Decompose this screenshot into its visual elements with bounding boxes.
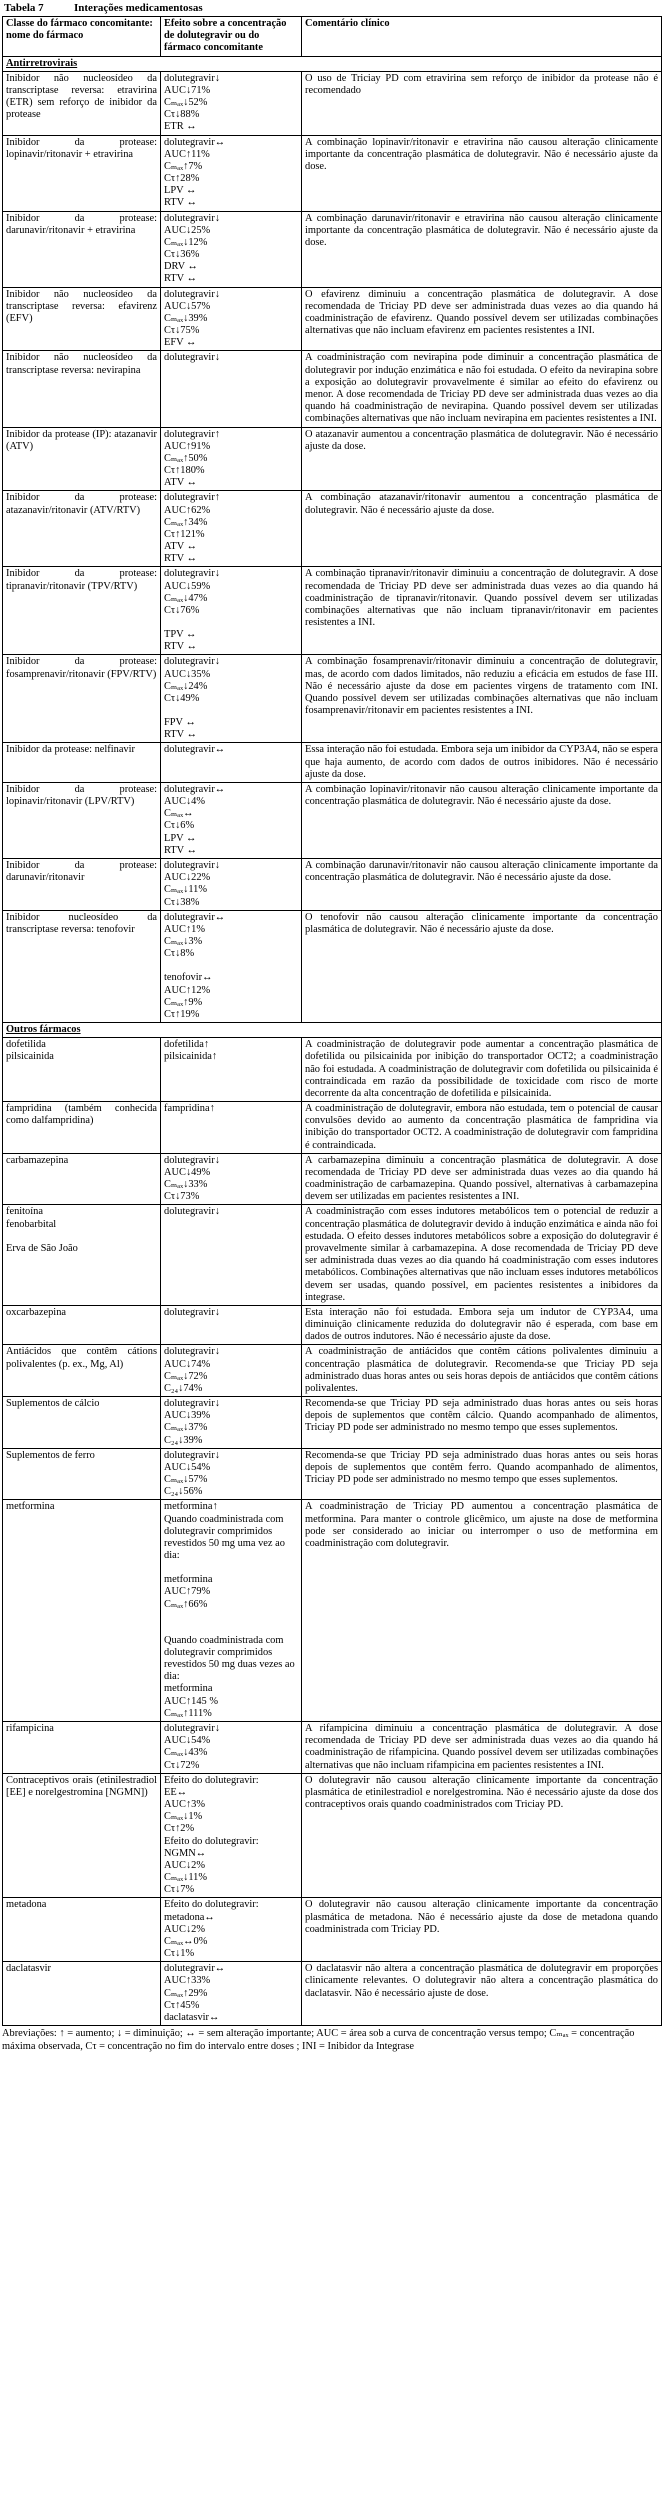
effect-line: Cₘₐₓ↑29% — [164, 1987, 208, 1999]
clinical-comment-cell: O atazanavir aumentou a concentração plasmática de dolutegravir. Não é necessário ajuste da dose. — [302, 427, 662, 491]
effect-line: Efeito do dolutegravir: — [164, 1899, 259, 1911]
table-row — [3, 910, 662, 1022]
effect-line: AUC↓2% — [164, 1923, 205, 1935]
effect-line: AUC↓4% — [164, 796, 205, 808]
effect-line: Cₘₐₓ↓1% — [164, 1811, 203, 1823]
effect-line: pilsicainida↑ — [164, 1051, 218, 1063]
effect-line: Cτ↑2% — [164, 1823, 195, 1835]
effect-line: ETR ↔ — [164, 121, 197, 133]
effect-cell — [161, 1205, 302, 1305]
effect-spacer — [164, 617, 298, 629]
effect-line: Cₘₐₓ↑66% — [164, 1598, 208, 1610]
effect-line: dolutegravir↓ — [164, 1154, 220, 1166]
effect-cell — [161, 859, 302, 911]
effect-line: Cτ↓73% — [164, 1191, 200, 1203]
effect-line: dolutegravir↑ — [164, 492, 220, 504]
effect-line: Cₘₐₓ↑50% — [164, 452, 208, 464]
table-row — [3, 211, 662, 287]
effect-line: AUC↓74% — [164, 1358, 211, 1370]
drug-name-cell: fampridina (também conhecida como dalfampridina) — [3, 1102, 161, 1154]
clinical-comment-cell: O dolutegravir não causou alteração clinicamente importante da concentração plasmática de etinilestradiol e norelgestromina. Não é necessário ajuste da dose dos contraceptivos orais quando coadministrados com Triciay PD. — [302, 1773, 662, 1898]
effect-line: C₂₄↓39% — [164, 1434, 203, 1446]
drug-name-cell: Inibidor da protease: atazanavir/ritonavir (ATV/RTV) — [3, 491, 161, 567]
effect-line: tenofovir↔ — [164, 972, 213, 984]
effect-line: Cₘₐₓ↔ — [164, 808, 194, 820]
effect-line: Cτ↓6% — [164, 820, 195, 832]
effect-cell — [161, 1153, 302, 1205]
effect-line: dolutegravir↔ — [164, 136, 226, 148]
effect-line: dolutegravir↓ — [164, 568, 220, 580]
clinical-comment-cell: Recomenda-se que Triciay PD seja administrado duas horas antes ou seis horas depois de suplementos que contêm cálcio. Quando acompanhado de alimentos, Triciay PD pode ser administrado no mesmo tempo que esses suplementos. — [302, 1397, 662, 1449]
drug-name-cell: Inibidor não nucleosídeo da transcriptase reversa: etravirina (ETR) sem reforço de inibidor da protease — [3, 71, 161, 135]
effect-spacer — [164, 1623, 298, 1635]
effect-line: Cτ↓49% — [164, 692, 200, 704]
effect-line: AUC↓22% — [164, 872, 211, 884]
table-row — [3, 1205, 662, 1305]
table-row — [3, 1898, 662, 1962]
table-row — [3, 351, 662, 427]
drug-name-cell: Suplementos de cálcio — [3, 1397, 161, 1449]
clinical-comment-cell: O daclatasvir não altera a concentração plasmática de dolutegravir em proporções clinicamente relevantes. O dolutegravir não altera a concentração plasmática do daclatasvir. Não é necessário ajuste de dose. — [302, 1962, 662, 2026]
table-row — [3, 71, 662, 135]
clinical-comment-cell: A combinação fosamprenavir/ritonavir diminuiu a concentração de dolutegravir, mas, de acordo com dados limitados, não reduziu a eficácia em estudos de fase III. Não é necessário ajuste da dose em pacientes virgens de tratamento com INI. Quando possível devem ser utilizadas combinações alternativas que não incluam fosamprenavir/ritonavir em pacientes resistentes a INI. — [302, 655, 662, 743]
table-caption — [4, 2, 662, 14]
effect-line: Cτ↓8% — [164, 948, 195, 960]
effect-line: Quando coadministrada com dolutegravir comprimidos revestidos 50 mg uma vez ao dia: — [164, 1513, 285, 1562]
section-header-row — [3, 56, 662, 71]
effect-line: Cτ↑28% — [164, 173, 200, 185]
effect-line: Cₘₐₓ↓72% — [164, 1370, 208, 1382]
clinical-comment-cell: A combinação tipranavir/ritonavir diminuiu a concentração de dolutegravir. A dose recomendada de Triciay PD deve ser administrada duas vezes ao dia quando há coadministração de tipranavir/ritonavir. Quando possível devem ser utilizadas combinações alternativas que não incluam tipranavir/ritonavir em pacientes resistentes a INI. — [302, 567, 662, 655]
header-drug-class: Classe do fármaco concomitante: nome do fármaco — [3, 17, 161, 57]
table-row — [3, 1962, 662, 2026]
effect-line: RTV ↔ — [164, 197, 197, 209]
effect-cell — [161, 1102, 302, 1154]
effect-line: AUC↓57% — [164, 300, 211, 312]
clinical-comment-cell: A combinação darunavir/ritonavir não causou alteração clinicamente importante da concentração plasmática de dolutegravir. Não é necessário ajuste da dose. — [302, 859, 662, 911]
drug-name-cell: Contraceptivos orais (etinilestradiol [EE] e norelgestromina [NGMN]) — [3, 1773, 161, 1898]
clinical-comment-cell: A coadministração de dolutegravir, embora não estudada, tem o potencial de causar convulsões devido ao aumento da concentração plasmática de fampridina via inibição do transportador OCT2. A coadministração de dolutegravir com fampridina é contraindicada. — [302, 1102, 662, 1154]
effect-line: AUC↑12% — [164, 984, 211, 996]
effect-cell — [161, 427, 302, 491]
table-title: Interações medicamentosas — [74, 2, 203, 14]
effect-line: AUC↑1% — [164, 923, 205, 935]
drug-name-cell: metformina — [3, 1500, 161, 1722]
clinical-comment-cell: A coadministração com nevirapina pode diminuir a concentração plasmática de dolutegravir por indução enzimática e não foi estudada. O efeito da nevirapina sobre a exposição ao dolutegravir provavelmente é similar ao efeito do efavirenz ou menor. A dose recomendada de Triciay PD deve ser administrada duas vezes ao dia quando há coadministração de nevirapina. Quando possível devem ser utilizadas combinações alternativas que não incluam nevirapina em pacientes resistentes a INI. — [302, 351, 662, 427]
table-row — [3, 427, 662, 491]
clinical-comment-cell: A combinação lopinavir/ritonavir e etravirina não causou alteração clinicamente importante da concentração plasmática de dolutegravir. Não é necessário ajuste da dose. — [302, 135, 662, 211]
table-row — [3, 1500, 662, 1722]
effect-line: AUC↑3% — [164, 1799, 205, 1811]
effect-line: ATV ↔ — [164, 477, 198, 489]
clinical-comment-cell: A carbamazepina diminuiu a concentração plasmática de dolutegravir. A dose recomendada de Triciay PD deve ser administrada duas vezes ao dia quando há coadministração de carbamazepina. Quando possível, alternativas à carbamazepina devem ser utilizadas em pacientes resistentes a INI. — [302, 1153, 662, 1205]
effect-line: AUC↓49% — [164, 1166, 211, 1178]
effect-spacer — [164, 960, 298, 972]
table-row — [3, 1038, 662, 1102]
effect-line: Cτ↑121% — [164, 528, 205, 540]
effect-line: daclatasvir↔ — [164, 2011, 220, 2023]
effect-line: Cₘₐₓ↓37% — [164, 1422, 208, 1434]
effect-line: Cτ↓7% — [164, 1884, 195, 1896]
effect-line: AUC↑79% — [164, 1586, 211, 1598]
drug-name-cell: Inibidor nucleosídeo da transcriptase reversa: tenofovir — [3, 910, 161, 1022]
effect-line: fampridina↑ — [164, 1103, 215, 1115]
effect-cell — [161, 351, 302, 427]
effect-cell — [161, 1305, 302, 1345]
effect-line: Cτ↑19% — [164, 1008, 200, 1020]
effect-line: EFV ↔ — [164, 337, 197, 349]
section-title: Outros fármacos — [3, 1023, 662, 1038]
effect-line: AUC↓25% — [164, 224, 211, 236]
effect-line: RTV ↔ — [164, 273, 197, 285]
effect-line: dolutegravir↓ — [164, 1723, 220, 1734]
effect-line: dofetilida↑ — [164, 1039, 210, 1051]
clinical-comment-cell: Recomenda-se que Triciay PD seja administrado duas horas antes ou seis horas depois de suplementos que contêm ferro. Quando acompanhado de alimentos, Triciay PD pode ser administrado no mesmo tempo que esses suplementos. — [302, 1448, 662, 1500]
drug-name-cell: Inibidor da protease: darunavir/ritonavir + etravirina — [3, 211, 161, 287]
effect-line: TPV ↔ — [164, 629, 197, 641]
effect-cell — [161, 1500, 302, 1722]
effect-cell — [161, 782, 302, 858]
effect-line: Efeito do dolutegravir: — [164, 1835, 259, 1847]
effect-line: dolutegravir↓ — [164, 1306, 220, 1318]
effect-line: Cₘₐₓ↓24% — [164, 680, 208, 692]
effect-line: dolutegravir↓ — [164, 860, 220, 871]
effect-cell — [161, 1773, 302, 1898]
table-row — [3, 1345, 662, 1397]
effect-line: dolutegravir↓ — [164, 72, 220, 84]
effect-line: dolutegravir↓ — [164, 1449, 220, 1461]
header-clinical-comment: Comentário clínico — [302, 17, 662, 57]
table-row — [3, 1153, 662, 1205]
effect-spacer — [164, 705, 298, 717]
table-row — [3, 743, 662, 783]
drug-name-cell: Antiácidos que contêm cátions polivalentes (p. ex., Mg, Al) — [3, 1345, 161, 1397]
effect-line: Cₘₐₓ↓52% — [164, 97, 208, 109]
drug-name-cell: Inibidor da protease (IP): atazanavir (ATV) — [3, 427, 161, 491]
effect-line: Cₘₐₓ↓11% — [164, 884, 208, 896]
drug-name-cell: Inibidor da protease: tipranavir/ritonavir (TPV/RTV) — [3, 567, 161, 655]
effect-cell — [161, 491, 302, 567]
table-row — [3, 782, 662, 858]
drug-name-cell: rifampicina — [3, 1722, 161, 1774]
effect-line: Cₘₐₓ↓3% — [164, 936, 203, 948]
effect-line: dolutegravir↔ — [164, 744, 226, 756]
effect-cell — [161, 1038, 302, 1102]
effect-line: LPV ↔ — [164, 832, 197, 844]
effect-line: Cₘₐₓ↑34% — [164, 516, 208, 528]
clinical-comment-cell: Essa interação não foi estudada. Embora seja um inibidor da CYP3A4, não se espera que haja aumento, de acordo com dados de outros inibidores. Não é necessário ajuste da dose. — [302, 743, 662, 783]
effect-line: LPV ↔ — [164, 185, 197, 197]
drug-name-cell: Inibidor da protease: fosamprenavir/ritonavir (FPV/RTV) — [3, 655, 161, 743]
effect-line: Cₘₐₓ↑7% — [164, 160, 203, 172]
effect-line: Cτ↓75% — [164, 325, 200, 337]
effect-line: Cₘₐₓ↓11% — [164, 1872, 208, 1884]
table-row — [3, 1397, 662, 1449]
table-row — [3, 1102, 662, 1154]
effect-line: metformina↑ — [164, 1501, 218, 1513]
table-row — [3, 655, 662, 743]
clinical-comment-cell: A coadministração de antiácidos que contêm cátions polivalentes diminuiu a concentração plasmática de dolutegravir. Recomenda-se que Triciay PD seja administrado duas horas antes ou seis horas depois de antiácidos que contêm cátions polivalentes. — [302, 1345, 662, 1397]
drug-name-cell: Inibidor não nucleosídeo da transcriptase reversa: efavirenz (EFV) — [3, 287, 161, 351]
effect-line: FPV ↔ — [164, 717, 196, 729]
clinical-comment-cell: A combinação atazanavir/ritonavir aumentou a concentração plasmática de dolutegravir. Não é necessário ajuste da dose. — [302, 491, 662, 567]
table-row — [3, 859, 662, 911]
effect-cell — [161, 71, 302, 135]
effect-line: dolutegravir↓ — [164, 1346, 220, 1358]
effect-line: AUC↑62% — [164, 504, 211, 516]
effect-line: dolutegravir↓ — [164, 1398, 220, 1410]
effect-spacer — [164, 1611, 298, 1623]
effect-line: AUC↓54% — [164, 1461, 211, 1473]
effect-line: C₂₄↓56% — [164, 1486, 203, 1498]
section-header-row — [3, 1023, 662, 1038]
effect-line: Cₘₐₓ↑9% — [164, 996, 203, 1008]
effect-cell — [161, 1962, 302, 2026]
effect-line: Cτ↑180% — [164, 465, 205, 477]
effect-line: Cτ↓38% — [164, 896, 200, 908]
effect-line: C₂₄↓74% — [164, 1382, 203, 1394]
effect-cell — [161, 1898, 302, 1962]
effect-line: AUC↓71% — [164, 84, 211, 96]
drug-name-cell: daclatasvir — [3, 1962, 161, 2026]
effect-cell — [161, 567, 302, 655]
effect-line: Cₘₐₓ↓12% — [164, 236, 208, 248]
header-effect: Efeito sobre a concentração de dolutegravir ou do fármaco concomitante — [161, 17, 302, 57]
effect-line: Cτ↓88% — [164, 109, 200, 121]
effect-line: Cτ↓36% — [164, 249, 200, 261]
effect-line: dolutegravir↔ — [164, 783, 226, 795]
effect-line: metformina — [164, 1683, 213, 1695]
effect-line: Cτ↓1% — [164, 1948, 195, 1960]
table-header-row — [3, 17, 662, 57]
effect-line: metadona↔ — [164, 1911, 215, 1923]
effect-cell — [161, 743, 302, 783]
effect-line: AUC↓35% — [164, 668, 211, 680]
effect-line: Quando coadministrada com dolutegravir comprimidos revestidos 50 mg duas vezes ao dia: — [164, 1634, 295, 1683]
effect-line: Cₘₐₓ↑111% — [164, 1707, 212, 1719]
clinical-comment-cell: A coadministração de Triciay PD aumentou a concentração plasmática de metformina. Para manter o controle glicêmico, um ajuste na dose de metformina pode ser considerado ao iniciar ou interromper o uso de metformina em coadministração com dolutegravir. — [302, 1500, 662, 1722]
drug-name-cell: Inibidor da protease: lopinavir/ritonavir (LPV/RTV) — [3, 782, 161, 858]
effect-line: dolutegravir↓ — [164, 1206, 220, 1218]
clinical-comment-cell: A rifampicina diminuiu a concentração plasmática de dolutegravir. A dose recomendada de Triciay PD deve ser administrada duas vezes ao dia quando há coadministração de rifampicina. Quando possível devem ser utilizadas combinações alternativas que não incluam rifampicina em pacientes resistentes a INI. — [302, 1722, 662, 1774]
drug-name-cell: carbamazepina — [3, 1153, 161, 1205]
effect-line: Cₘₐₓ↓47% — [164, 592, 208, 604]
effect-line: dolutegravir↓ — [164, 352, 220, 364]
clinical-comment-cell: O tenofovir não causou alteração clinicamente importante da concentração plasmática de dolutegravir. Não é necessário ajuste da dose. — [302, 910, 662, 1022]
effect-line: metformina — [164, 1574, 213, 1586]
section-title: Antirretrovirais — [3, 56, 662, 71]
effect-line: DRV ↔ — [164, 261, 198, 273]
effect-line: dolutegravir↔ — [164, 1963, 226, 1975]
drug-name-cell: dofetilida pilsicainida — [3, 1038, 161, 1102]
effect-line: Cτ↑45% — [164, 1999, 200, 2011]
drug-name-cell: fenitoína fenobarbital Erva de São João — [3, 1205, 161, 1305]
drug-name-cell: Suplementos de ferro — [3, 1448, 161, 1500]
drug-name-cell: Inibidor não nucleosídeo da transcriptase reversa: nevirapina — [3, 351, 161, 427]
table-row — [3, 1722, 662, 1774]
effect-cell — [161, 135, 302, 211]
effect-line: Cₘₐₓ↔0% — [164, 1935, 208, 1947]
clinical-comment-cell: A coadministração com esses indutores metabólicos tem o potencial de reduzir a concentração plasmática de dolutegravir devido à indução enzimática e ainda não foi estudada. O efeito desses indutores metabólicos sobre a exposição do dolutegravir é provavelmente similar à carbamazepina. A dose recomendada de Triciay PD deve ser administrada duas vezes ao dia quando há coadministração com esses indutores metabólicos. Combinações alternativas que não incluam esses indutores metabólicos devem ser usadas, quando possível, em pacientes resistentes a inibidores da integrase. — [302, 1205, 662, 1305]
effect-line: dolutegravir↓ — [164, 656, 220, 668]
table-row — [3, 567, 662, 655]
drug-name-cell: Inibidor da protease: nelfinavir — [3, 743, 161, 783]
clinical-comment-cell: O dolutegravir não causou alteração clinicamente importante da concentração plasmática de metadona. Não é necessário ajuste da dose de metadona quando coadministrada com Triciay PD. — [302, 1898, 662, 1962]
table-row — [3, 491, 662, 567]
effect-line: Cτ↓76% — [164, 604, 200, 616]
effect-line: AUC↓54% — [164, 1735, 211, 1747]
effect-line: ATV ↔ — [164, 541, 198, 553]
effect-line: dolutegravir↓ — [164, 288, 220, 300]
effect-line: AUC↓2% — [164, 1859, 205, 1871]
clinical-comment-cell: A combinação lopinavir/ritonavir não causou alteração clinicamente importante da concentração plasmática de dolutegravir. Não é necessário ajuste da dose. — [302, 782, 662, 858]
effect-cell — [161, 1397, 302, 1449]
table-body — [3, 56, 662, 2026]
clinical-comment-cell: O uso de Triciay PD com etravirina sem reforço de inibidor da protease não é recomendado — [302, 71, 662, 135]
effect-line: AUC↓39% — [164, 1410, 211, 1422]
drug-name-cell: Inibidor da protease: lopinavir/ritonavir + etravirina — [3, 135, 161, 211]
table-row — [3, 1773, 662, 1898]
effect-line: dolutegravir↔ — [164, 911, 226, 923]
table-row — [3, 1448, 662, 1500]
effect-line: Efeito do dolutegravir: — [164, 1774, 259, 1786]
interactions-table — [2, 16, 662, 2026]
effect-line: AUC↑11% — [164, 148, 210, 160]
effect-line: Cₘₐₓ↓57% — [164, 1474, 208, 1486]
clinical-comment-cell: Esta interação não foi estudada. Embora seja um indutor de CYP3A4, uma diminuição clinicamente reduzida do dolutegravir não é esperada, com base em dados de outros indutores. Não é necessário ajuste da dose. — [302, 1305, 662, 1345]
clinical-comment-cell: A coadministração de dolutegravir pode aumentar a concentração plasmática de dofetilida ou pilsicainida por inibição do transportador OCT2; a coadministração não foi estudada. A coadministração de dolutegravir com dofetilida ou pilsicainida é contraindicada em razão da possibilidade de toxicidade com risco de morte decorrente da alta concentração de dofetilida e pilsicainida. — [302, 1038, 662, 1102]
effect-line: RTV ↔ — [164, 844, 197, 856]
effect-cell — [161, 655, 302, 743]
effect-cell — [161, 287, 302, 351]
drug-name-cell: oxcarbazepina — [3, 1305, 161, 1345]
effect-cell — [161, 910, 302, 1022]
effect-line: RTV ↔ — [164, 641, 197, 653]
effect-cell — [161, 1345, 302, 1397]
effect-line: Cₘₐₓ↓43% — [164, 1747, 208, 1759]
clinical-comment-cell: O efavirenz diminuiu a concentração plasmática de dolutegravir. A dose recomendada de Triciay PD deve ser administrada duas vezes ao dia quando há coadministração de efavirenz. Quando possível devem ser utilizadas combinações alternativas que não incluam efavirenz em pacientes resistentes a INI. — [302, 287, 662, 351]
effect-line: Cₘₐₓ↓39% — [164, 312, 208, 324]
table-row — [3, 1305, 662, 1345]
effect-line: RTV ↔ — [164, 729, 197, 741]
table-row — [3, 135, 662, 211]
drug-name-cell: metadona — [3, 1898, 161, 1962]
effect-spacer — [164, 1562, 298, 1574]
effect-line: AUC↑145 % — [164, 1695, 218, 1707]
effect-line: Cτ↓72% — [164, 1759, 200, 1771]
table-number: Tabela 7 — [4, 2, 44, 14]
abbreviations-footnote: Abreviações: ↑ = aumento; ↓ = diminuição; ↔ = sem alteração importante; AUC = área sob a curva de concentração versus tempo; Cₘₐₓ = concentração máxima observada, Cτ = concentração no fim do intervalo entre doses ; INI = Inibidor da Integrase — [2, 2028, 635, 2052]
effect-cell — [161, 1722, 302, 1774]
effect-line: AUC↑91% — [164, 440, 211, 452]
effect-line: RTV ↔ — [164, 553, 197, 565]
effect-line: AUC↑33% — [164, 1975, 211, 1987]
effect-line: EE↔ — [164, 1786, 188, 1798]
effect-line: NGMN↔ — [164, 1847, 207, 1859]
effect-cell — [161, 1448, 302, 1500]
clinical-comment-cell: A combinação darunavir/ritonavir e etravirina não causou alteração clinicamente importante da concentração plasmática de dolutegravir. Não é necessário ajuste da dose. — [302, 211, 662, 287]
drug-name-cell: Inibidor da protease: darunavir/ritonavir — [3, 859, 161, 911]
effect-line: Cₘₐₓ↓33% — [164, 1179, 208, 1191]
effect-line: dolutegravir↑ — [164, 428, 220, 440]
table-row — [3, 287, 662, 351]
effect-line: dolutegravir↓ — [164, 212, 220, 224]
effect-cell — [161, 211, 302, 287]
effect-line: AUC↓59% — [164, 580, 211, 592]
